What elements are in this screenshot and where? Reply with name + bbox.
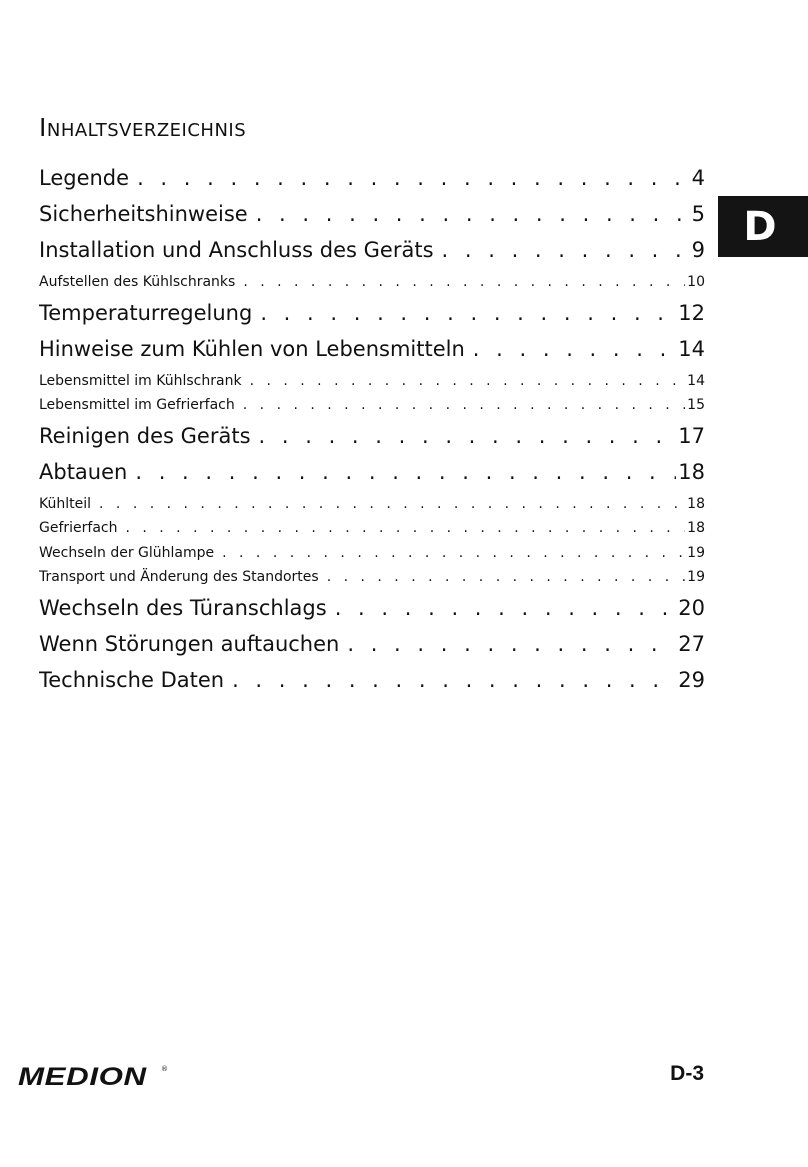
page-number: D-3: [670, 1062, 704, 1085]
language-tab: [718, 196, 808, 257]
toc-subentry-label: Lebensmittel im Gefrierfach: [39, 397, 235, 413]
toc-dot-leader: [222, 541, 685, 565]
toc-subentry[interactable]: [39, 541, 705, 566]
toc-subentry-page: 18: [687, 495, 705, 512]
toc-entry-page: 4: [691, 166, 705, 190]
toc-entry[interactable]: [39, 198, 705, 234]
toc-entry[interactable]: [39, 234, 705, 270]
toc-subentry[interactable]: [39, 393, 705, 418]
toc-entry-label: Wechseln des Türanschlags: [39, 595, 327, 620]
toc-entry-label: Installation und Anschluss des Geräts: [39, 238, 434, 262]
toc-dot-leader: [256, 198, 690, 230]
page-title: Inhaltsverzeichnis: [39, 113, 247, 142]
brand-logo: [18, 1063, 168, 1092]
toc-subentry[interactable]: [39, 270, 705, 295]
toc-entry-label: Temperaturregelung: [39, 300, 253, 325]
toc-dot-leader: [327, 565, 685, 589]
toc-subentry[interactable]: [39, 492, 705, 517]
toc-entry-page: 20: [678, 595, 705, 620]
toc-entry[interactable]: [39, 162, 705, 198]
toc-dot-leader: [125, 516, 685, 540]
toc-entry[interactable]: [39, 592, 705, 628]
toc-entry[interactable]: [39, 420, 705, 456]
toc-entry[interactable]: [39, 628, 705, 664]
toc-subentry-page: 10: [687, 274, 705, 290]
toc-subentry-page: 19: [687, 569, 705, 585]
toc-subentry-label: Transport und Änderung des Standortes: [39, 569, 319, 585]
toc-subentry-page: 15: [687, 397, 705, 413]
toc-subentry[interactable]: [39, 565, 705, 590]
toc-entry-page: 9: [691, 238, 705, 262]
toc-entry-page: 17: [678, 423, 705, 448]
toc-dot-leader: [442, 234, 690, 266]
toc-dot-leader: [243, 270, 685, 294]
toc-entry-page: 5: [691, 202, 705, 226]
toc-entry-label: Wenn Störungen auftauchen: [39, 631, 340, 656]
toc-subentry-page: 14: [687, 372, 705, 389]
toc-subentry-label: Lebensmittel im Kühlschrank: [39, 372, 242, 389]
toc-subentry-label: Aufstellen des Kühlschranks: [39, 274, 236, 290]
language-tab-label: D: [743, 203, 777, 250]
toc-dot-leader: [259, 420, 677, 452]
toc-dot-leader: [135, 456, 676, 488]
toc-entry-page: 27: [678, 631, 705, 656]
toc-entry-page: 12: [678, 300, 705, 325]
toc-subentry-page: 18: [687, 520, 705, 536]
toc-dot-leader: [99, 492, 685, 516]
toc-entry-page: 14: [678, 336, 705, 361]
toc-entry[interactable]: [39, 333, 705, 369]
toc-dot-leader: [473, 333, 676, 365]
toc-subentry-label: Kühlteil: [39, 495, 92, 512]
toc-dot-leader: [232, 664, 676, 696]
toc-entry-label: Sicherheitshinweise: [39, 202, 248, 226]
toc-entry-label: Legende: [39, 166, 130, 190]
toc-dot-leader: [243, 393, 685, 417]
brand-wordmark: MEDION: [18, 1063, 147, 1091]
table-of-contents: [39, 162, 705, 700]
toc-dot-leader: [335, 592, 677, 624]
toc-entry-label: Technische Daten: [39, 667, 225, 692]
toc-subentry-page: 19: [687, 544, 705, 561]
toc-entry[interactable]: [39, 297, 705, 333]
toc-subentry-label: Gefrierfach: [39, 520, 118, 536]
toc-dot-leader: [260, 297, 676, 329]
toc-subentry-label: Wechseln der Glühlampe: [39, 544, 215, 561]
toc-entry-label: Hinweise zum Kühlen von Lebensmitteln: [39, 336, 465, 361]
toc-entry-label: Reinigen des Geräts: [39, 423, 251, 448]
toc-entry-page: 18: [678, 459, 705, 484]
toc-entry-page: 29: [678, 667, 705, 692]
toc-dot-leader: [347, 628, 676, 660]
toc-entry-label: Abtauen: [39, 459, 128, 484]
toc-subentry[interactable]: [39, 516, 705, 541]
toc-dot-leader: [137, 162, 690, 194]
toc-entry[interactable]: [39, 664, 705, 700]
toc-entry[interactable]: [39, 456, 705, 492]
toc-dot-leader: [250, 369, 686, 393]
registered-mark: ®: [161, 1065, 168, 1073]
toc-subentry[interactable]: [39, 369, 705, 394]
